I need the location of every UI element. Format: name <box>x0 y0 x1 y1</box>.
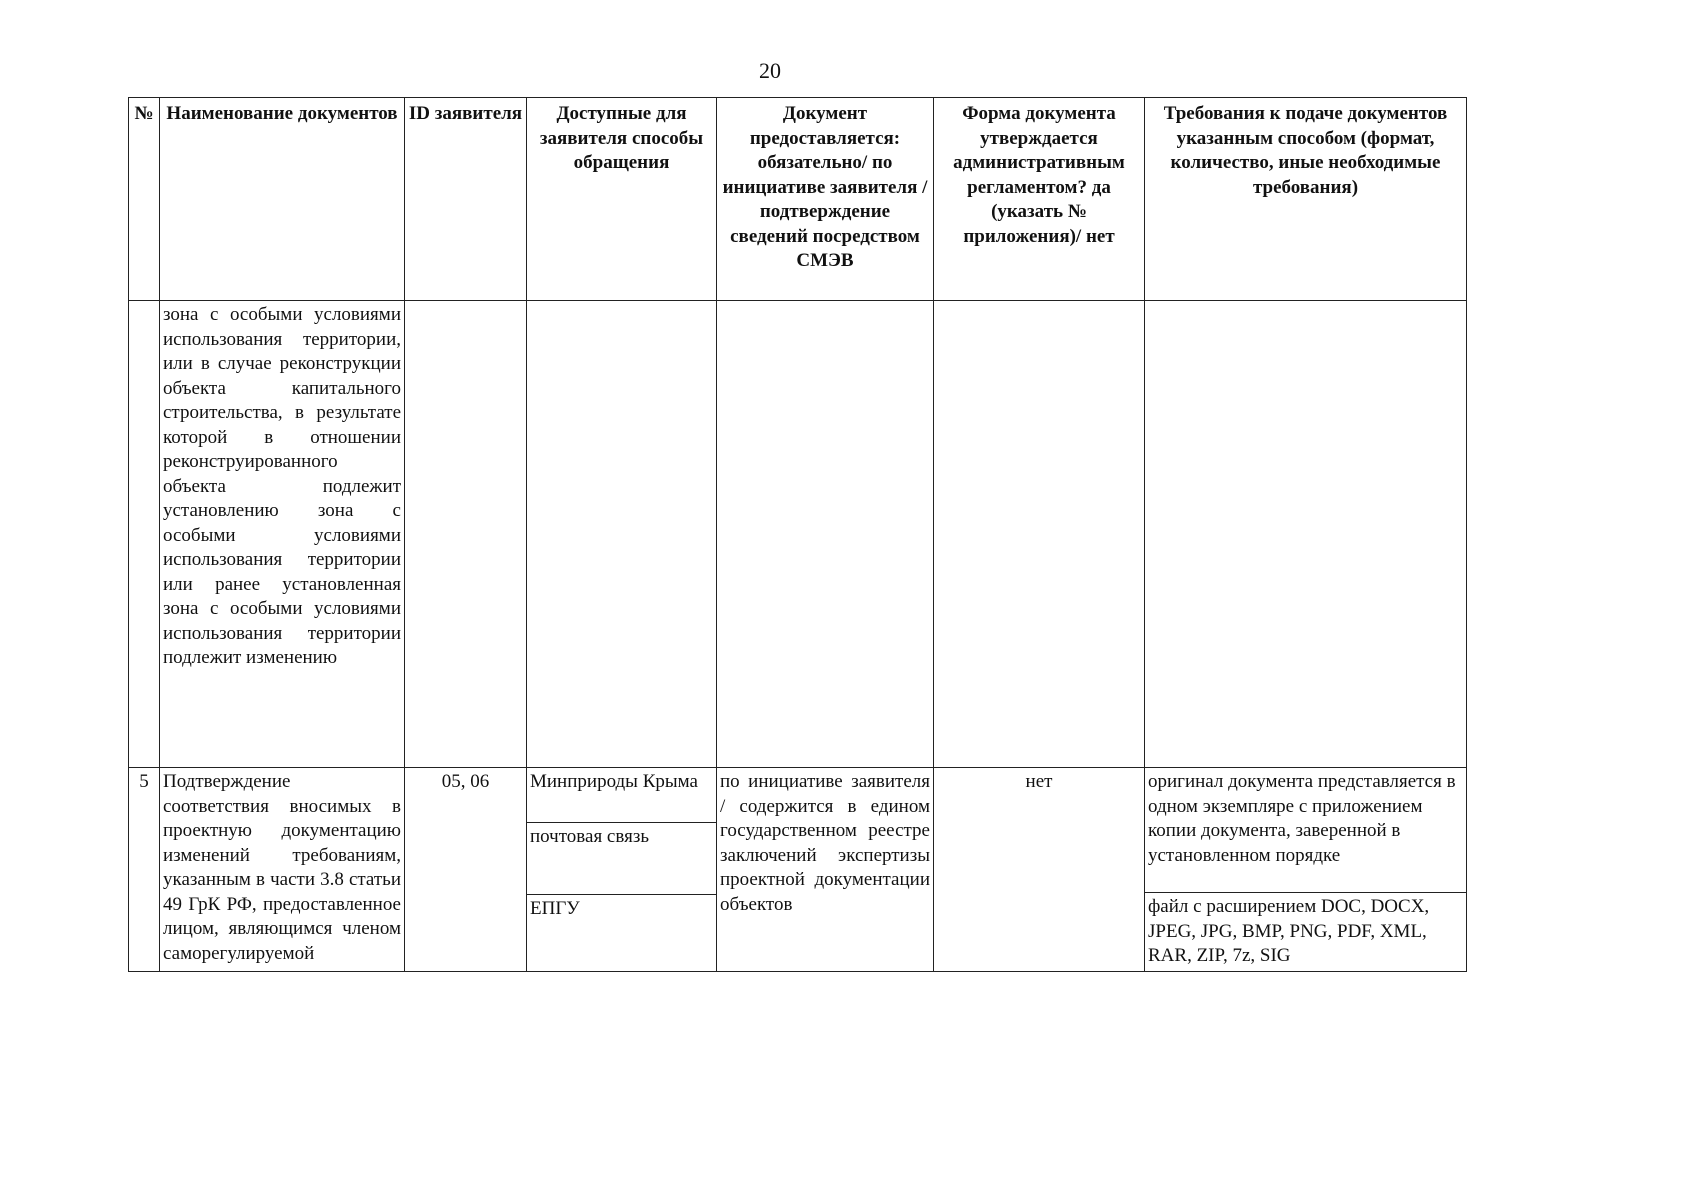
requirement-file-formats: файл с расширением DOC, DOCX, JPEG, JPG, BMP, PNG, PDF, XML, RAR, ZIP, 7z, SIG <box>1148 896 1430 966</box>
cell-empty <box>1145 301 1467 768</box>
cell-provision: по инициативе заявителя / содержится в едином государственном реестре заключений экспертизы проектной документации объектов <box>717 768 934 972</box>
documents-table <box>128 97 1467 972</box>
header-number: № <box>129 98 160 301</box>
method-epgu: ЕПГУ <box>530 898 580 919</box>
header-access-methods: Доступные для заявителя способы обращения <box>527 98 717 301</box>
cell-row-number: 5 <box>129 768 160 972</box>
table-row-continuation <box>129 301 1467 768</box>
header-requirements: Требования к подаче документов указанным способом (формат, количество, иные необходимые требования) <box>1145 98 1467 301</box>
cell-applicant-id: 05, 06 <box>405 768 527 972</box>
page-number: 20 <box>759 58 781 83</box>
cell-empty <box>717 301 934 768</box>
cell-form-approved: нет <box>934 768 1145 972</box>
header-provision: Документ предоставляется: обязательно/ по инициативе заявителя /подтверждение сведений посредством СМЭВ <box>717 98 934 301</box>
header-applicant-id: ID заявителя <box>405 98 527 301</box>
cell-number-empty <box>129 301 160 768</box>
header-form-approved: Форма документа утверждается административным регламентом? да (указать № приложения)/ нет <box>934 98 1145 301</box>
table-header-row <box>129 98 1467 301</box>
cell-empty <box>934 301 1145 768</box>
header-document-name: Наименование документов <box>160 98 405 301</box>
cell-document-name: зона с особыми условиями использования территории, или в случае реконструкции объекта капитального строительства, в результате которой в отношении реконструированного объекта подлежит установлению зона с особыми условиями использования территории или ранее установленная зона с особыми условиями использования территории подлежит изменению <box>160 301 405 768</box>
method-ministry: Минприроды Крыма <box>527 768 716 823</box>
cell-empty <box>527 301 717 768</box>
cell-empty <box>405 301 527 768</box>
cell-requirements <box>1145 768 1467 972</box>
cell-document-name: Подтверждение соответствия вносимых в проектную документацию изменений требованиям, указанным в части 3.8 статьи 49 ГрК РФ, предоставленное лицом, являющимся членом саморегулируемой <box>160 768 405 972</box>
cell-access-methods <box>527 768 717 972</box>
table-row-5 <box>129 768 1467 972</box>
requirement-original: оригинал документа представляется в одном экземпляре с приложением копии документа, заверенной в установленном порядке <box>1145 768 1466 893</box>
method-post: почтовая связь <box>527 823 716 895</box>
